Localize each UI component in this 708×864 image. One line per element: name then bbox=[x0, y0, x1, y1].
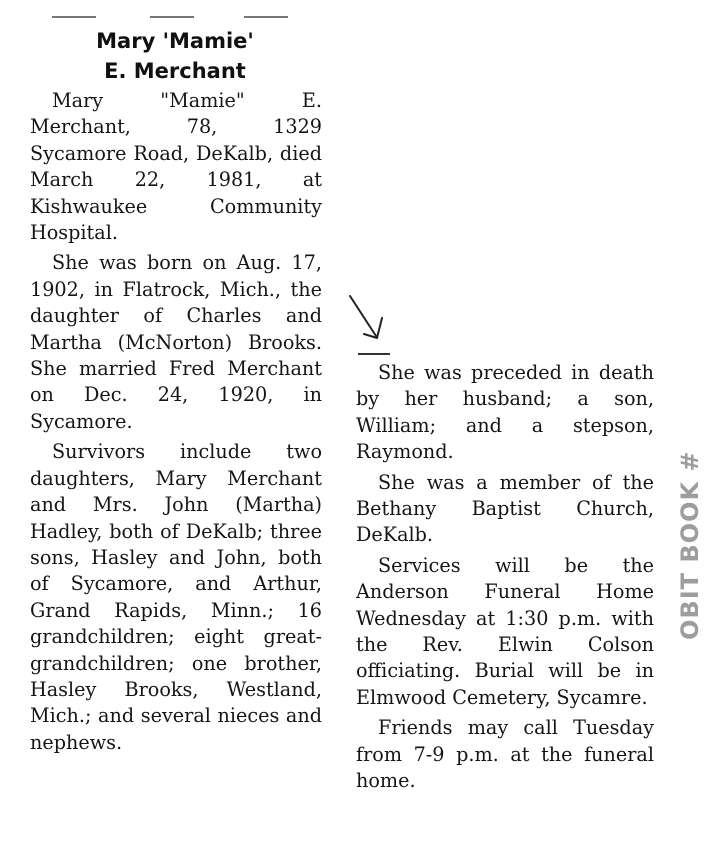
paragraph-death-notice: Mary "Mamie" E. Merchant, 78, 1329 Sycamore Road, DeKalb, died March 22, 1981, at Kishwaukee Community Hospital. bbox=[30, 89, 322, 245]
top-rule-left bbox=[52, 16, 96, 18]
top-rule-middle bbox=[150, 16, 194, 18]
paragraph-church: She was a member of the Bethany Baptist Church, DeKalb. bbox=[356, 470, 654, 547]
paragraph-preceded: She was preceded in death by her husband; a son, William; and a stepson, Raymond. bbox=[356, 361, 654, 464]
top-rule-right bbox=[244, 16, 288, 18]
left-column bbox=[30, 88, 322, 760]
paragraph-services: Services will be the Anderson Funeral Home Wednesday at 1:30 p.m. with the Rev. Elwin Colson officiating. Burial will be in Elmwood Cemetery, Sycamre. bbox=[356, 553, 654, 709]
right-column bbox=[356, 360, 654, 799]
paragraph-survivors: Survivors include two daughters, Mary Merchant and Mrs. John (Martha) Hadley, both of DeKalb; three sons, Hasley and John, both of Sycamore, and Arthur, Grand Rapids, Minn.; 16 grandchildren; eight great-grandchildren; one brother, Hasley Brooks, Westland, Mich.; and several nieces and nephews. bbox=[30, 440, 322, 754]
headline-line-2: E. Merchant bbox=[104, 59, 246, 83]
headline-line-1: Mary 'Mamie' bbox=[96, 29, 254, 53]
right-column-top-rule bbox=[358, 353, 390, 355]
obit-book-stamp: OBIT BOOK # bbox=[676, 450, 704, 640]
paragraph-birth-marriage: She was born on Aug. 17, 1902, in Flatrock, Mich., the daughter of Charles and Martha (McNorton) Brooks. She married Fred Merchant on Dec. 24, 1920, in Sycamore. bbox=[30, 251, 322, 433]
obituary-headline bbox=[34, 26, 316, 86]
handwritten-arrow-icon bbox=[346, 292, 386, 348]
paragraph-visitation: Friends may call Tuesday from 7-9 p.m. at the funeral home. bbox=[356, 716, 654, 793]
